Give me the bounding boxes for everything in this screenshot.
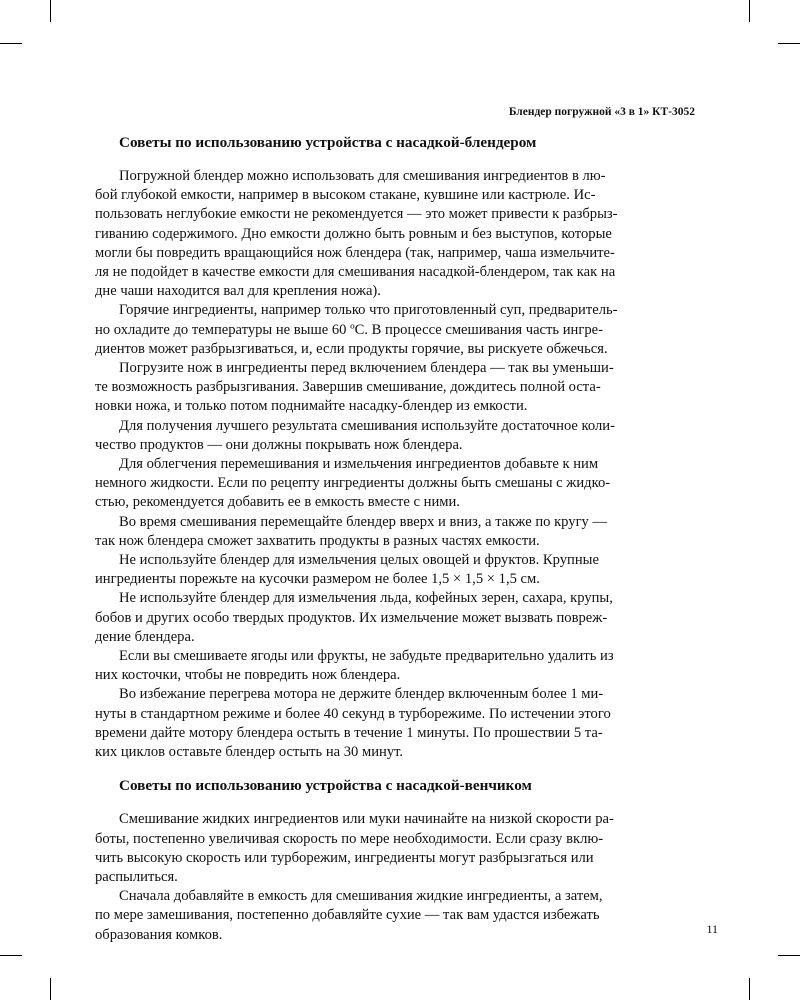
paragraph: Не используйте блендер для измельчения льда, кофейных зерен, сахара, крупы, бобов и других особо твердых продуктов. Их измельчение может вызвать повреж- дение блендера. — [95, 590, 613, 645]
paragraph: Для получения лучшего результата смешивания используйте достаточное коли- чество продуктов — они должны покрывать нож блендера. — [95, 417, 615, 453]
paragraph: Не используйте блендер для измельчения целых овощей и фруктов. Крупные ингредиенты порежьте на кусочки размером не более 1,5 × 1,5 × 1,5 см. — [95, 552, 599, 588]
running-header: Блендер погружной «3 в 1» КТ-3052 — [508, 106, 695, 118]
blender-tips-section — [95, 133, 700, 762]
paragraph: Если вы смешиваете ягоды или фрукты, не забудьте предварительно удалить из них косточки, чтобы не повредить нож блендера. — [95, 648, 614, 684]
crop-mark-bottom-left-horizontal — [0, 955, 22, 956]
paragraph: Горячие ингредиенты, например только что приготовленный суп, предваритель- но охладите до температуры не выше 60 ºС. В процессе смешивания часть ингре- диентов может разбрызгиваться, и, если продукты горячие, вы рискуете обжечься. — [95, 302, 618, 357]
crop-mark-top-right — [749, 0, 750, 22]
paragraph: Погрузите нож в ингредиенты перед включением блендера — так вы уменьши- те возможность разбрызгивания. Завершив смешивание, дождитесь полной оста- новки ножа, и только потом поднимайте насадку-блендер из емкости. — [95, 360, 614, 415]
paragraph: Во время смешивания перемещайте блендер вверх и вниз, а также по кругу — так нож блендера сможет захватить продукты в разных частях емкости. — [95, 513, 608, 549]
paragraph: Погружной блендер можно использовать для смешивания ингредиентов в лю- бой глубокой емкости, например в высоком стакане, кувшине или кастрюле. Ис- пользовать неглубокие емкости не рекомендуется — это может привести к разбрыз- гиванию содержимого. Дно емкости должно быть ровным и без выступов, которые могли бы повредить вращающийся нож блендера (так, например, чаша измельчите- ля не подойдет в качестве емкости для смешивания насадкой-блендером, так как на дне чаши находится вал для крепления ножа). — [95, 168, 618, 300]
page-content — [95, 133, 700, 945]
paragraph: Для облегчения перемешивания и измельчения ингредиентов добавьте к ним немного жидкости. Если по рецепту ингредиенты должны быть смешаны с жидко- стью, рекомендуется добавить ее в емкость вместе с ними. — [95, 456, 611, 511]
crop-mark-bottom-right-horizontal — [778, 955, 800, 956]
crop-mark-bottom-right — [749, 978, 750, 1000]
paragraph: Во избежание перегрева мотора не держите блендер включенным более 1 ми- нуты в стандартном режиме и более 40 секунд в турборежиме. По истечении этого времени дайте мотору блендера остыть в течение 1 минуты. По прошествии 5 та- ких циклов оставьте блендер остыть на 30 минут. — [95, 686, 611, 761]
crop-mark-top-right-horizontal — [778, 43, 800, 44]
paragraph: Смешивание жидких ингредиентов или муки начинайте на низкой скорости ра- боты, постепенно увеличивая скорость по мере необходимости. Если сразу вклю- чить высокую скорость или турборежим, ингредиенты могут разбрызгаться или распылиться. — [95, 811, 614, 885]
crop-mark-top-left-horizontal — [0, 43, 22, 44]
crop-mark-top-left — [50, 0, 51, 22]
page-number: 11 — [706, 922, 718, 936]
whisk-tips-section — [95, 776, 700, 944]
crop-mark-bottom-left — [50, 978, 51, 1000]
section-heading: Советы по использованию устройства с насадкой-венчиком — [119, 777, 532, 795]
section-heading: Советы по использованию устройства с насадкой-блендером — [119, 134, 537, 151]
paragraph: Сначала добавляйте в емкость для смешивания жидкие ингредиенты, а затем, по мере замешивания, постепенно добавляйте сухие — так вам удастся избежать образования комков. — [95, 888, 603, 943]
